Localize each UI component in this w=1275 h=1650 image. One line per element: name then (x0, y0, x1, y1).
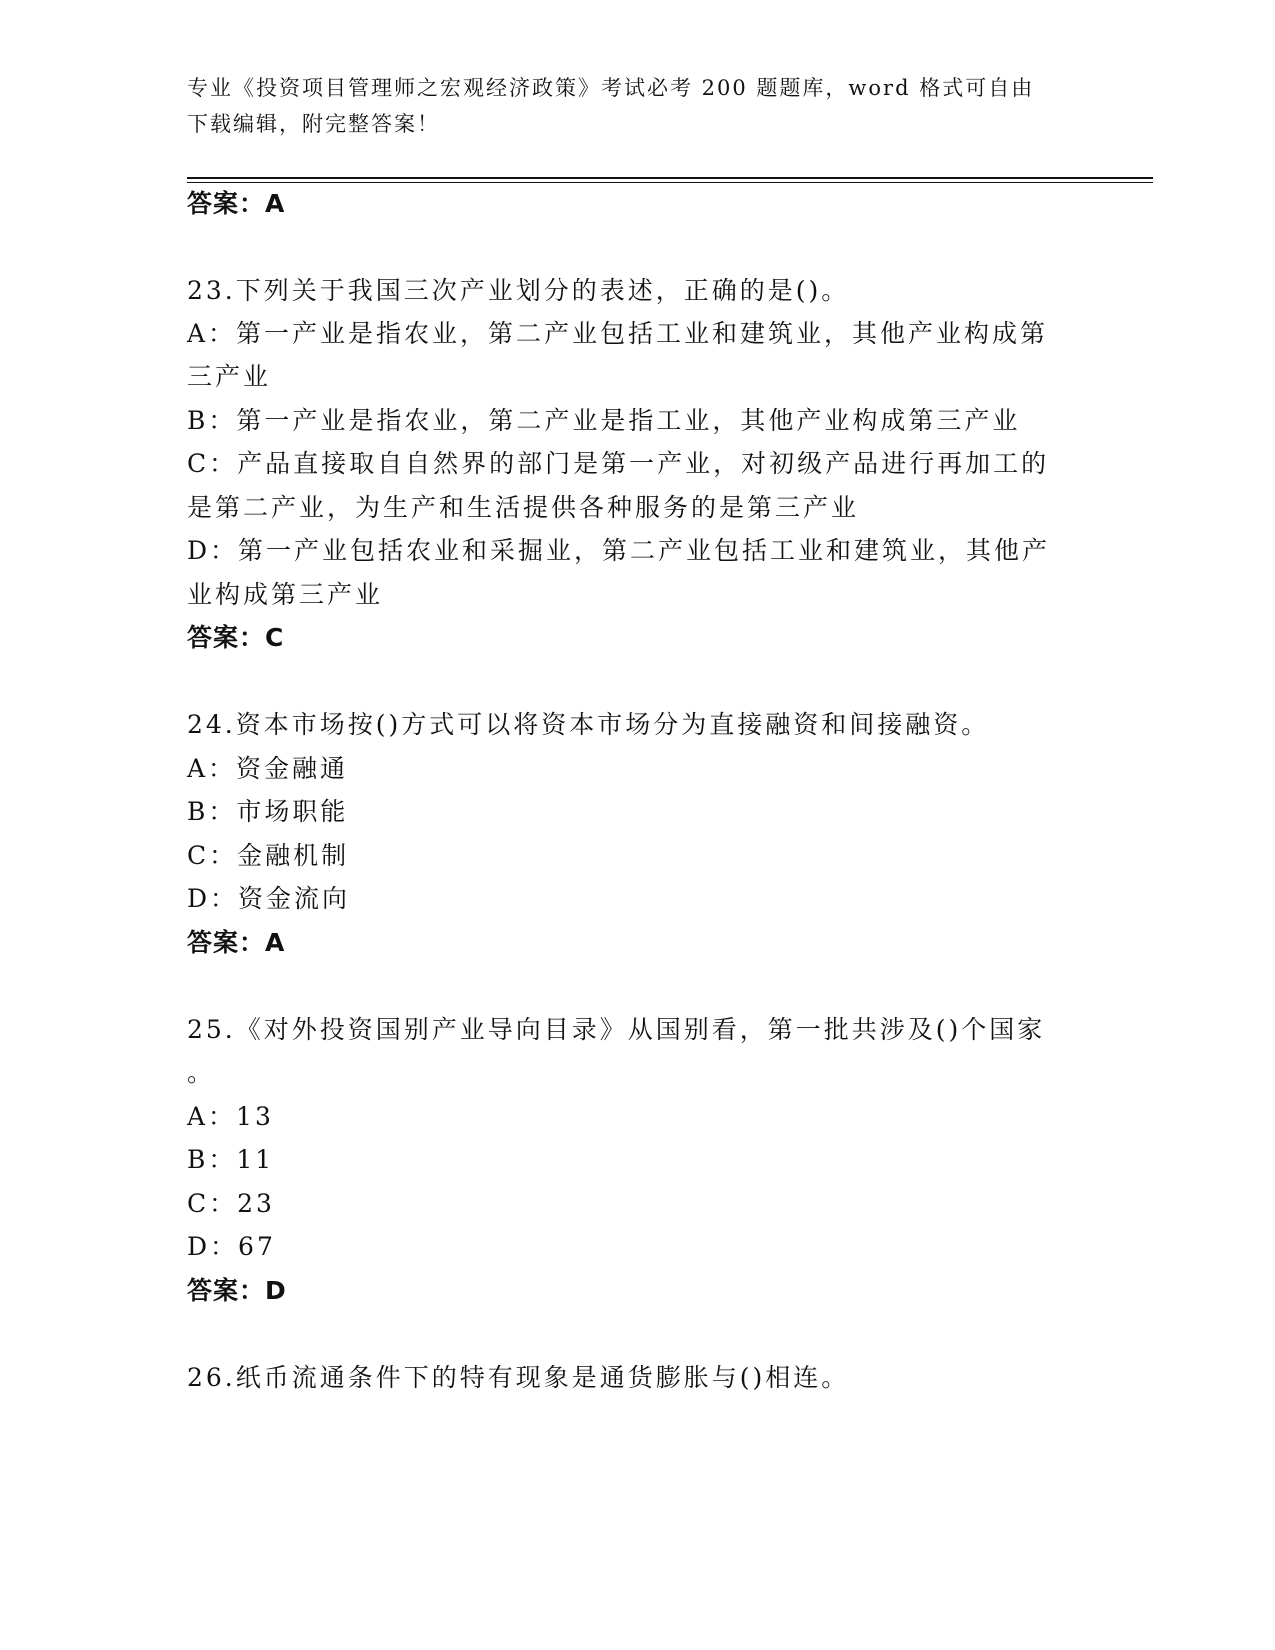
option-c: C：金融机制 (187, 841, 350, 870)
option-d: D：资金流向 (187, 884, 351, 913)
document-header (187, 70, 1067, 142)
option-a-continued: 三产业 (187, 362, 272, 391)
answer-label: 答案：A (187, 189, 286, 218)
question-stem: 24.资本市场按()方式可以将资本市场分为直接融资和间接融资。 (187, 710, 990, 739)
option-b: B：市场职能 (187, 797, 349, 826)
option-d-continued: 业构成第三产业 (187, 580, 384, 609)
option-d: D：第一产业包括农业和采掘业，第二产业包括工业和建筑业，其他产 (187, 536, 1051, 565)
option-a: A：第一产业是指农业，第二产业包括工业和建筑业，其他产业构成第 (187, 319, 1049, 348)
question-stem: 26.纸币流通条件下的特有现象是通货膨胀与()相连。 (187, 1363, 850, 1392)
option-b: B：11 (187, 1145, 275, 1174)
option-c-continued: 是第二产业，为生产和生活提供各种服务的是第三产业 (187, 493, 860, 522)
answer-label: 答案：D (187, 1276, 287, 1305)
header-divider-thick (187, 177, 1153, 179)
answer-label: 答案：C (187, 623, 285, 652)
question-stem: 23.下列关于我国三次产业划分的表述，正确的是()。 (187, 276, 850, 305)
option-b: B：第一产业是指农业，第二产业是指工业，其他产业构成第三产业 (187, 406, 1021, 435)
option-d: D：67 (187, 1232, 276, 1261)
option-a: A：资金融通 (187, 754, 349, 783)
option-c: C：产品直接取自自然界的部门是第一产业，对初级产品进行再加工的 (187, 449, 1050, 478)
question-stem: 25.《对外投资国别产业导向目录》从国别看，第一批共涉及()个国家 (187, 1015, 1046, 1044)
option-a: A：13 (187, 1102, 274, 1131)
question-stem-continued: 。 (187, 1058, 216, 1087)
option-c: C：23 (187, 1189, 275, 1218)
header-line-2: 下载编辑，附完整答案！ (187, 112, 440, 136)
header-divider-thin (187, 182, 1153, 183)
header-line-1: 专业《投资项目管理师之宏观经济政策》考试必考 200 题题库，word 格式可自由 (187, 76, 1035, 100)
answer-label: 答案：A (187, 928, 286, 957)
